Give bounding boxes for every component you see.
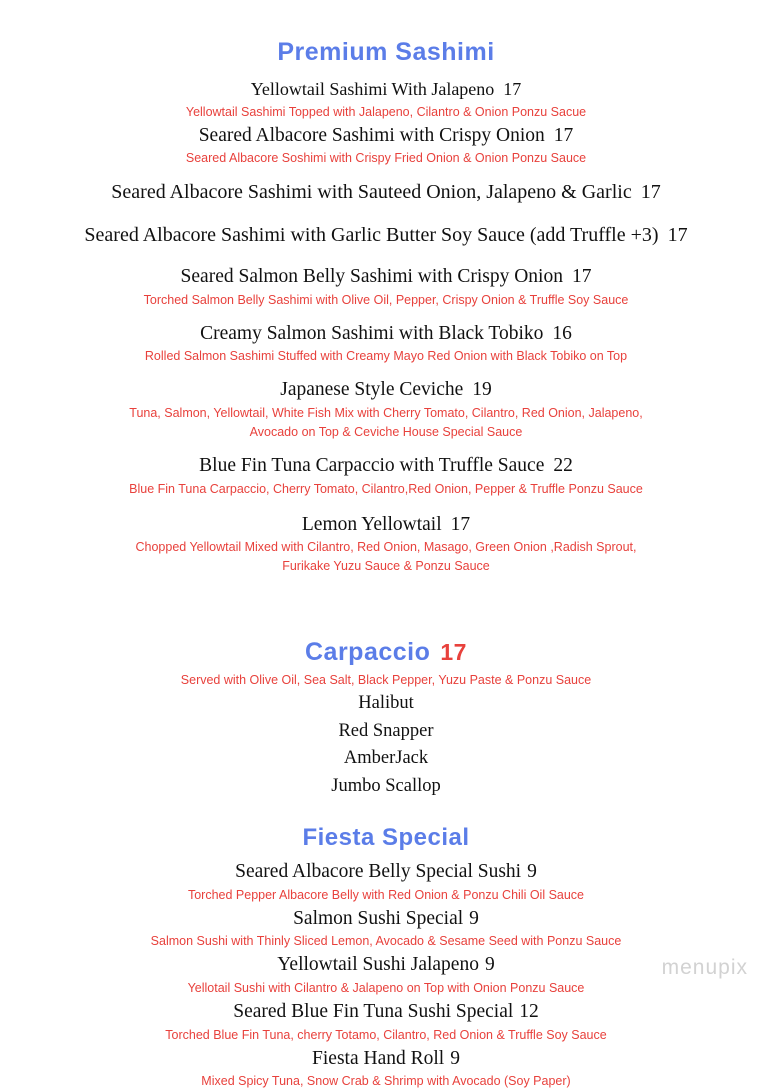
menu-item-price: 9 xyxy=(527,860,537,882)
section-carpaccio xyxy=(14,638,758,800)
watermark: menupix xyxy=(661,956,748,979)
menu-item-label: Salmon Sushi Special xyxy=(293,907,464,929)
menu-item-label: Seared Albacore Sashimi with Sauteed Onion, Jalapeno & Garlic xyxy=(111,181,632,204)
menu-item-price: 17 xyxy=(503,79,522,99)
menu-item-price: 17 xyxy=(450,513,471,535)
menu-item-name: AmberJack xyxy=(343,748,429,769)
menu-item xyxy=(14,1045,758,1091)
menu-item-name: Red Snapper xyxy=(338,720,434,741)
menu-item-description: Yellotail Sushi with Cilantro & Jalapeno on Top with Onion Ponzu Sauce xyxy=(187,981,585,996)
menu-item-label: Lemon Yellowtail xyxy=(301,513,442,535)
menu-item xyxy=(14,77,758,122)
menu-item-price: 17 xyxy=(553,124,574,146)
menu-item xyxy=(14,376,758,442)
menu-item-description: Blue Fin Tuna Carpaccio, Cherry Tomato, Cilantro,Red Onion, Pepper & Truffle Ponzu Sauce xyxy=(129,481,643,496)
menu-page xyxy=(0,38,772,1089)
menu-item-description: Seared Albacore Soshimi with Crispy Fried Onion & Onion Ponzu Sauce xyxy=(185,151,587,166)
menu-item-label: Blue Fin Tuna Carpaccio with Truffle Sauce xyxy=(199,455,545,477)
menu-item-description: Torched Salmon Belly Sashimi with Olive Oil, Pepper, Crispy Onion & Truffle Soy Sauce xyxy=(143,292,629,307)
menu-item-price: 9 xyxy=(450,1047,460,1069)
menu-item-price: 22 xyxy=(553,455,573,477)
menu-item-name xyxy=(14,178,758,206)
menu-item-label: Fiesta Hand Roll xyxy=(312,1047,445,1069)
menu-item xyxy=(14,320,758,367)
menu-item-description: Tuna, Salmon, Yellowtail, White Fish Mix with Cherry Tomato, Cilantro, Red Onion, Jalapeno, Avocado on Top & Ceviche House Special Sauce xyxy=(129,406,643,440)
menu-item-name: Halibut xyxy=(358,693,414,714)
menu-item-label: Seared Albacore Sashimi with Crispy Onion xyxy=(198,124,545,146)
section-description: Served with Olive Oil, Sea Salt, Black Pepper, Yuzu Paste & Ponzu Sauce xyxy=(180,673,592,688)
menu-item-price: 12 xyxy=(519,1001,539,1023)
menu-item-name xyxy=(14,998,758,1026)
menu-item xyxy=(14,718,758,745)
menu-item-name xyxy=(14,376,758,404)
menu-item xyxy=(14,263,758,310)
menu-item-label: Yellowtail Sushi Jalapeno xyxy=(277,954,479,976)
section-title-label: Carpaccio xyxy=(305,638,431,667)
menu-item-description: Yellowtail Sashimi Topped with Jalapeno, Cilantro & Onion Ponzu Sacue xyxy=(185,104,587,119)
menu-item xyxy=(14,998,758,1045)
menu-item-label: Seared Albacore Belly Special Sushi xyxy=(235,860,522,882)
menu-item-description: Mixed Spicy Tuna, Snow Crab & Shrimp with Avocado (Soy Paper) xyxy=(201,1074,571,1089)
menu-item-price: 16 xyxy=(552,322,572,344)
menu-item xyxy=(14,122,758,169)
menu-item-price: 19 xyxy=(472,379,492,401)
menu-item-price: 17 xyxy=(640,181,661,204)
menu-item xyxy=(14,858,758,905)
menu-item xyxy=(14,905,758,952)
menu-item xyxy=(14,745,758,772)
menu-item xyxy=(14,773,758,800)
menu-item-name xyxy=(14,905,758,933)
menu-item-label: Japanese Style Ceviche xyxy=(280,379,464,401)
menu-item-description: Chopped Yellowtail Mixed with Cilantro, Red Onion, Masago, Green Onion ,Radish Sprout, Furikake Yuzu Sauce & Ponzu Sauce xyxy=(135,540,637,574)
menu-item-name xyxy=(14,122,758,150)
menu-item-price: 17 xyxy=(571,266,592,288)
menu-item-name xyxy=(14,77,758,103)
menu-item-description: Torched Pepper Albacore Belly with Red Onion & Ponzu Chili Oil Sauce xyxy=(187,887,585,902)
menu-item xyxy=(14,178,758,206)
menu-item-label: Seared Blue Fin Tuna Sushi Special xyxy=(233,1001,514,1023)
menu-item-name xyxy=(14,263,758,291)
menu-item xyxy=(14,221,758,249)
menu-item-label: Creamy Salmon Sashimi with Black Tobiko xyxy=(200,322,544,344)
menu-item-label: Yellowtail Sashimi With Jalapeno xyxy=(250,79,495,99)
menu-item-name xyxy=(14,951,758,979)
menu-item-name: Jumbo Scallop xyxy=(331,775,441,796)
menu-item-price: 9 xyxy=(484,954,495,976)
menu-item-name xyxy=(14,858,758,886)
section-title-premium-sashimi: Premium Sashimi xyxy=(277,38,495,66)
section-fiesta-special xyxy=(14,824,758,1091)
menu-item-price: 9 xyxy=(469,907,479,929)
menu-item-description: Rolled Salmon Sashimi Stuffed with Creamy Mayo Red Onion with Black Tobiko on Top xyxy=(144,349,628,364)
menu-item-label: Seared Salmon Belly Sashimi with Crispy Onion xyxy=(180,266,563,288)
section-premium-sashimi xyxy=(14,38,758,576)
menu-item-name xyxy=(14,221,758,249)
section-price: 17 xyxy=(440,639,467,666)
menu-item xyxy=(14,951,758,998)
menu-item xyxy=(14,452,758,499)
section-title-carpaccio xyxy=(14,638,758,667)
menu-item-name xyxy=(14,1045,758,1073)
menu-item-price: 17 xyxy=(667,223,688,246)
menu-item-label: Seared Albacore Sashimi with Garlic Butter Soy Sauce (add Truffle +3) xyxy=(84,223,659,246)
section-spacer xyxy=(14,800,758,824)
menu-item xyxy=(14,690,758,717)
menu-item-name xyxy=(14,320,758,348)
menu-item xyxy=(14,511,758,577)
menu-item-name xyxy=(14,452,758,480)
menu-item-description: Salmon Sushi with Thinly Sliced Lemon, Avocado & Sesame Seed with Ponzu Sauce xyxy=(150,934,622,949)
section-spacer xyxy=(14,576,758,638)
menu-item-description: Torched Blue Fin Tuna, cherry Totamo, Cilantro, Red Onion & Truffle Soy Sauce xyxy=(165,1027,607,1042)
section-title-fiesta-special: Fiesta Special xyxy=(302,823,470,851)
menu-item-name xyxy=(14,511,758,539)
